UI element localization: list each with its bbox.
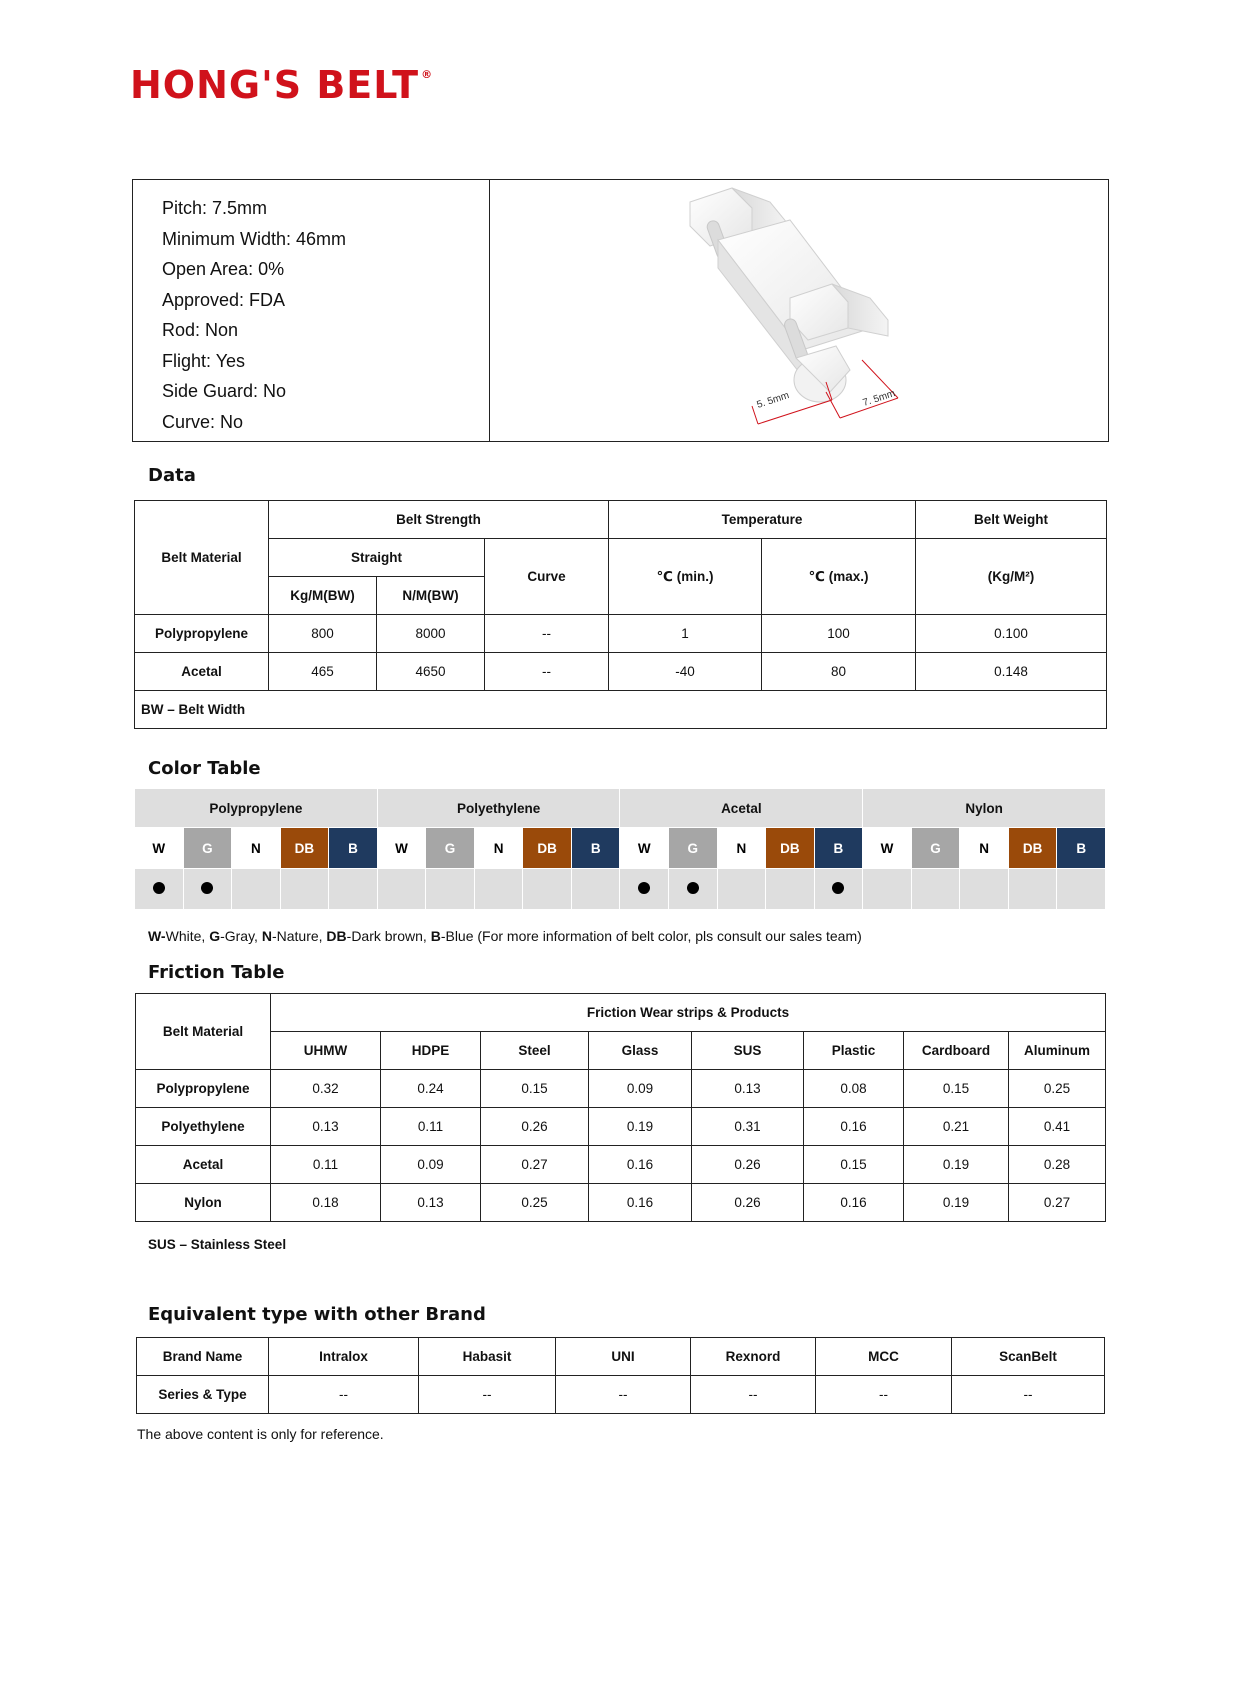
cell-nm: 4650 <box>377 653 485 691</box>
cell-curve: -- <box>485 615 609 653</box>
color-code-cell: B <box>571 828 620 869</box>
brand-logo <box>130 63 434 107</box>
table-row <box>135 615 1107 653</box>
header-belt-strength: Belt Strength <box>269 501 609 539</box>
brand-intralox: Intralox <box>269 1338 419 1376</box>
friction-cell: 0.13 <box>271 1108 381 1146</box>
color-legend <box>148 928 862 944</box>
friction-cell: 0.31 <box>692 1108 804 1146</box>
cell-kgm: 465 <box>269 653 377 691</box>
friction-cell: 0.28 <box>1009 1146 1106 1184</box>
header-curve: Curve <box>485 539 609 615</box>
available-dot-icon <box>832 882 844 894</box>
spec-side-guard: Side Guard: No <box>162 381 287 401</box>
cell-tmin: 1 <box>609 615 762 653</box>
brand-mcc: MCC <box>816 1338 952 1376</box>
type-uni: -- <box>556 1376 691 1414</box>
friction-cell: 0.16 <box>589 1184 692 1222</box>
friction-table <box>135 993 1106 1222</box>
friction-cell: 0.32 <box>271 1070 381 1108</box>
spec-min-width: Minimum Width: 46mm <box>162 228 347 249</box>
friction-cell: 0.11 <box>271 1146 381 1184</box>
color-availability-cell <box>474 869 523 910</box>
friction-col-uhmw: UHMW <box>271 1032 381 1070</box>
color-availability-cell <box>280 869 329 910</box>
friction-cell: 0.21 <box>904 1108 1009 1146</box>
color-availability-cell <box>135 869 184 910</box>
belt-module-illustration <box>490 180 1108 440</box>
color-availability-cell <box>329 869 378 910</box>
color-availability-cell <box>960 869 1009 910</box>
table-row <box>135 653 1107 691</box>
row-material: Acetal <box>135 653 269 691</box>
legend-w-name: White, <box>165 928 210 944</box>
cell-weight: 0.100 <box>916 615 1107 653</box>
brand-scanbelt: ScanBelt <box>952 1338 1105 1376</box>
friction-col-steel: Steel <box>481 1032 589 1070</box>
type-scanbelt: -- <box>952 1376 1105 1414</box>
color-code-cell: B <box>1057 828 1106 869</box>
header-weight-unit: (Kg/M²) <box>916 539 1107 615</box>
data-table <box>134 500 1107 729</box>
brand-rexnord: Rexnord <box>691 1338 816 1376</box>
friction-cell: 0.11 <box>381 1108 481 1146</box>
header-belt-material: Belt Material <box>135 501 269 615</box>
color-availability-cell <box>523 869 572 910</box>
belt-module-diagram <box>490 180 1108 441</box>
table-row <box>136 1070 1106 1108</box>
spec-curve: Curve: No <box>162 411 244 432</box>
color-code-cell: G <box>669 828 718 869</box>
cell-nm: 8000 <box>377 615 485 653</box>
color-material-polypropylene: Polypropylene <box>135 789 378 828</box>
spec-list <box>133 180 490 441</box>
friction-header-group: Friction Wear strips & Products <box>271 994 1106 1032</box>
friction-cell: 0.26 <box>692 1146 804 1184</box>
spec-pitch: Pitch: 7.5mm <box>162 198 268 218</box>
friction-cell: 0.09 <box>589 1070 692 1108</box>
friction-footnote: SUS – Stainless Steel <box>148 1237 287 1252</box>
color-code-cell: B <box>814 828 863 869</box>
cell-weight: 0.148 <box>916 653 1107 691</box>
header-temp-min: ℃ (min.) <box>609 539 762 615</box>
brand-row-label: Brand Name <box>137 1338 269 1376</box>
color-availability-cell <box>571 869 620 910</box>
color-code-cell: N <box>717 828 766 869</box>
friction-cell: 0.15 <box>904 1070 1009 1108</box>
type-mcc: -- <box>816 1376 952 1414</box>
cell-tmax: 80 <box>762 653 916 691</box>
friction-cell: 0.09 <box>381 1146 481 1184</box>
cell-kgm: 800 <box>269 615 377 653</box>
table-row <box>136 1184 1106 1222</box>
color-code-cell: G <box>426 828 475 869</box>
color-availability-cell <box>183 869 232 910</box>
friction-cell: 0.25 <box>1009 1070 1106 1108</box>
friction-cell: 0.13 <box>692 1070 804 1108</box>
friction-col-hdpe: HDPE <box>381 1032 481 1070</box>
color-code-cell: G <box>183 828 232 869</box>
color-availability-cell <box>620 869 669 910</box>
available-dot-icon <box>638 882 650 894</box>
friction-row-material: Polyethylene <box>136 1108 271 1146</box>
spec-box <box>132 179 1109 442</box>
friction-cell: 0.16 <box>589 1146 692 1184</box>
brand-habasit: Habasit <box>419 1338 556 1376</box>
disclaimer: The above content is only for reference. <box>137 1426 384 1442</box>
color-availability-cell <box>377 869 426 910</box>
color-table <box>134 788 1106 910</box>
cell-curve: -- <box>485 653 609 691</box>
available-dot-icon <box>687 882 699 894</box>
color-code-cell: DB <box>766 828 815 869</box>
header-temp-max: ℃ (max.) <box>762 539 916 615</box>
color-availability-cell <box>669 869 718 910</box>
friction-row-material: Polypropylene <box>136 1070 271 1108</box>
friction-col-sus: SUS <box>692 1032 804 1070</box>
equivalent-section-title: Equivalent type with other Brand <box>148 1304 486 1325</box>
friction-cell: 0.26 <box>692 1184 804 1222</box>
color-code-cell: B <box>329 828 378 869</box>
friction-col-plastic: Plastic <box>804 1032 904 1070</box>
brand-uni: UNI <box>556 1338 691 1376</box>
cell-tmin: -40 <box>609 653 762 691</box>
color-code-cell: N <box>232 828 281 869</box>
color-availability-cell <box>1008 869 1057 910</box>
friction-cell: 0.19 <box>904 1184 1009 1222</box>
legend-g-name: -Gray, <box>220 928 262 944</box>
color-code-cell: G <box>911 828 960 869</box>
color-code-cell: N <box>960 828 1009 869</box>
table-row <box>136 1146 1106 1184</box>
spec-approved: Approved: FDA <box>162 289 286 310</box>
brand-logo-text: HONG'S BELT <box>130 63 420 107</box>
legend-db-name: -Dark brown, <box>346 928 431 944</box>
color-code-cell: N <box>474 828 523 869</box>
friction-cell: 0.24 <box>381 1070 481 1108</box>
cell-tmax: 100 <box>762 615 916 653</box>
spec-flight: Flight: Yes <box>162 350 246 371</box>
friction-cell: 0.27 <box>481 1146 589 1184</box>
friction-section-title: Friction Table <box>148 962 285 983</box>
friction-cell: 0.08 <box>804 1070 904 1108</box>
friction-row-material: Acetal <box>136 1146 271 1184</box>
color-code-cell: W <box>863 828 912 869</box>
header-nm: N/M(BW) <box>377 577 485 615</box>
friction-cell: 0.19 <box>904 1146 1009 1184</box>
dimension-label-pitch: 7. 5mm <box>861 388 897 409</box>
data-section-title: Data <box>148 465 196 486</box>
color-code-cell: W <box>377 828 426 869</box>
header-temperature: Temperature <box>609 501 916 539</box>
friction-cell: 0.26 <box>481 1108 589 1146</box>
legend-n-code: N <box>261 928 272 944</box>
color-availability-row <box>135 869 1106 910</box>
type-row-label: Series & Type <box>137 1376 269 1414</box>
color-availability-cell <box>1057 869 1106 910</box>
legend-w-code: W- <box>148 928 166 944</box>
spec-open-area: Open Area: 0% <box>162 259 285 279</box>
friction-col-glass: Glass <box>589 1032 692 1070</box>
friction-row-material: Nylon <box>136 1184 271 1222</box>
row-material: Polypropylene <box>135 615 269 653</box>
friction-col-cardboard: Cardboard <box>904 1032 1009 1070</box>
header-belt-weight: Belt Weight <box>916 501 1107 539</box>
legend-g-code: G <box>209 928 221 944</box>
color-material-nylon: Nylon <box>863 789 1106 828</box>
type-habasit: -- <box>419 1376 556 1414</box>
color-code-cell: W <box>135 828 184 869</box>
friction-cell: 0.25 <box>481 1184 589 1222</box>
friction-cell: 0.27 <box>1009 1184 1106 1222</box>
color-code-cell: DB <box>280 828 329 869</box>
color-code-cell: DB <box>523 828 572 869</box>
header-straight: Straight <box>269 539 485 577</box>
dimension-label-height: 5. 5mm <box>755 390 791 411</box>
color-code-row <box>135 828 1106 869</box>
available-dot-icon <box>153 882 165 894</box>
color-availability-cell <box>814 869 863 910</box>
type-rexnord: -- <box>691 1376 816 1414</box>
color-material-acetal: Acetal <box>620 789 863 828</box>
legend-db-code: DB <box>326 928 347 944</box>
data-footnote: BW – Belt Width <box>135 691 1107 729</box>
legend-b-name: -Blue (For more information of belt color, pls consult our sales team) <box>440 928 862 944</box>
color-material-polyethylene: Polyethylene <box>377 789 620 828</box>
friction-header-material: Belt Material <box>136 994 271 1070</box>
friction-col-aluminum: Aluminum <box>1009 1032 1106 1070</box>
friction-cell: 0.18 <box>271 1184 381 1222</box>
friction-cell: 0.16 <box>804 1184 904 1222</box>
color-availability-cell <box>911 869 960 910</box>
brand-table <box>136 1337 1105 1414</box>
spec-rod: Rod: Non <box>162 320 239 340</box>
color-availability-cell <box>766 869 815 910</box>
color-availability-cell <box>232 869 281 910</box>
color-availability-cell <box>717 869 766 910</box>
friction-cell: 0.15 <box>804 1146 904 1184</box>
friction-cell: 0.16 <box>804 1108 904 1146</box>
color-section-title: Color Table <box>148 758 261 779</box>
legend-n-name: -Nature, <box>271 928 327 944</box>
friction-cell: 0.15 <box>481 1070 589 1108</box>
color-availability-cell <box>863 869 912 910</box>
registered-mark: ® <box>421 68 434 81</box>
color-code-cell: DB <box>1008 828 1057 869</box>
friction-cell: 0.13 <box>381 1184 481 1222</box>
table-row <box>136 1108 1106 1146</box>
friction-cell: 0.41 <box>1009 1108 1106 1146</box>
type-intralox: -- <box>269 1376 419 1414</box>
header-kgm: Kg/M(BW) <box>269 577 377 615</box>
legend-b-code: B <box>430 928 441 944</box>
friction-cell: 0.19 <box>589 1108 692 1146</box>
available-dot-icon <box>201 882 213 894</box>
color-code-cell: W <box>620 828 669 869</box>
color-availability-cell <box>426 869 475 910</box>
